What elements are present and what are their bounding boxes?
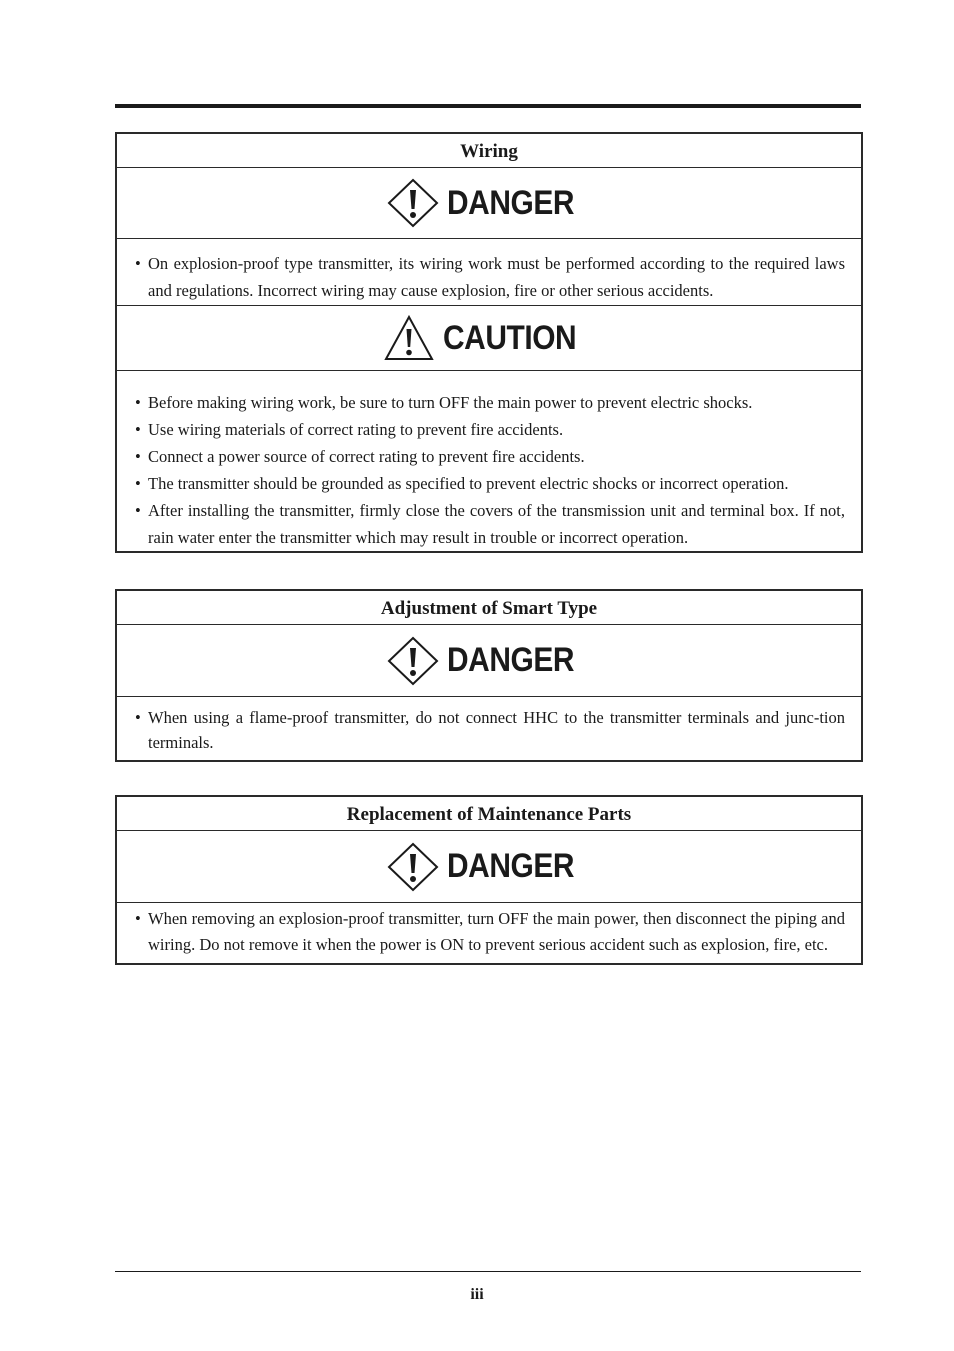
list-item: • Use wiring materials of correct rating to prevent fire accidents.	[135, 416, 845, 443]
danger-label: DANGER	[446, 847, 574, 885]
danger-signal	[117, 168, 861, 239]
maintenance-section	[115, 795, 863, 965]
list-item: • Connect a power source of correct rating to prevent fire accidents.	[135, 443, 845, 470]
danger-list	[117, 239, 861, 305]
danger-signal	[117, 625, 861, 697]
danger-list	[117, 903, 861, 963]
wiring-section	[115, 132, 863, 553]
caution-triangle-exclamation-icon	[383, 314, 435, 362]
list-item: • When removing an explosion-proof transmitter, turn OFF the main power, then disconnect the piping and wiring. Do not remove it when the power is ON to prevent serious accident such as explosion, fire, etc.	[135, 906, 845, 957]
caution-label: CAUTION	[443, 318, 577, 357]
section-title: Replacement of Maintenance Parts	[117, 797, 861, 831]
list-item: • The transmitter should be grounded as specified to prevent electric shocks or incorrect operation.	[135, 470, 845, 497]
danger-label: DANGER	[446, 183, 574, 222]
caution-list	[117, 371, 861, 551]
danger-list	[117, 697, 861, 760]
page-number: iii	[470, 1286, 484, 1303]
smart-adjustment-section	[115, 589, 863, 762]
danger-diamond-exclamation-icon	[387, 842, 439, 892]
list-item: • On explosion-proof type transmitter, its wiring work must be performed according to the required laws and regulations. Incorrect wiring may cause explosion, fire or other serious accidents.	[135, 250, 845, 304]
list-item: • When using a flame-proof transmitter, do not connect HHC to the transmitter terminals and junc-tion terminals.	[135, 705, 845, 755]
list-item: • After installing the transmitter, firmly close the covers of the transmission unit and terminal box. If not, rain water enter the transmitter which may result in trouble or incorrect operation.	[135, 497, 845, 551]
section-title: Adjustment of Smart Type	[117, 591, 861, 625]
section-title: Wiring	[117, 134, 861, 168]
danger-signal	[117, 831, 861, 903]
list-item: • Before making wiring work, be sure to turn OFF the main power to prevent electric shocks.	[135, 389, 845, 416]
danger-diamond-exclamation-icon	[387, 636, 439, 686]
header-rule	[115, 104, 861, 108]
danger-diamond-exclamation-icon	[387, 178, 439, 228]
caution-signal	[117, 305, 861, 371]
footer-rule	[115, 1271, 861, 1272]
danger-label: DANGER	[446, 641, 574, 679]
